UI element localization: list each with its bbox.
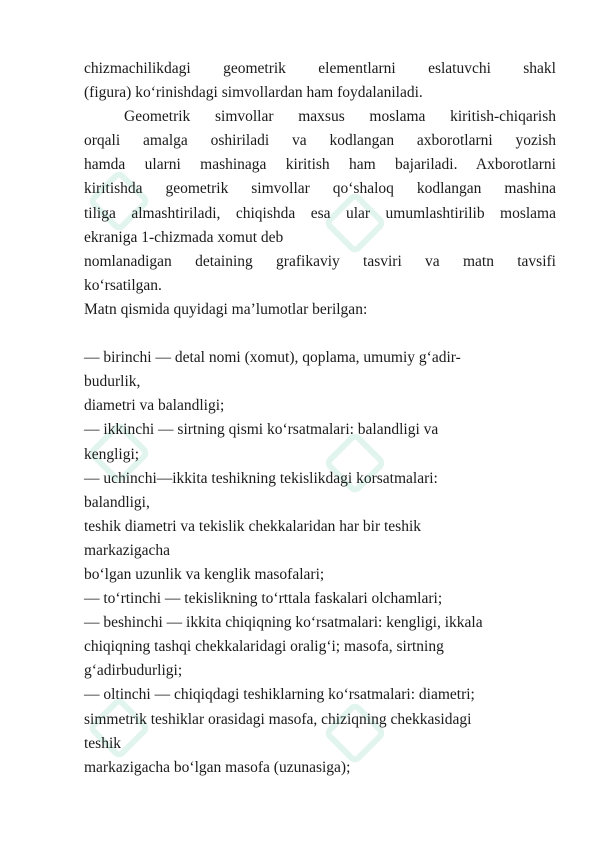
list-line: markazigacha bo‘lgan masofa (uzunasiga); [84,758,351,776]
list-line: budurlik, [84,373,141,391]
text-line: ko‘rsatilgan. [84,276,162,294]
list-line: — ikkinchi — sirtning qismi ko‘rsatmalari: balandligi va [84,421,439,439]
list-line: — beshinchi — ikkita chiqiqning ko‘rsatmalari: kengligi, ikkala [84,614,483,632]
list-line: kengligi; [84,445,140,463]
list-line: g‘adirbudurligi; [84,662,183,680]
text-line: nomlanadigan detaining grafikaviy tasviri va matn tavsifi [84,252,556,270]
text-line: tiliga almashtiriladi, chiqishda esa ular umumlashtirilib moslama [84,204,556,222]
list [84,346,556,780]
list-line: bo‘lgan uzunlik va kenglik masofalari; [84,565,325,583]
list-line: diametri va balandligi; [84,397,225,415]
list-line: — to‘rtinchi — tekislikning to‘rttala faskalari olchamlari; [84,590,443,608]
list-line: chiqiqning tashqi chekkalaridagi oralig‘i; masofa, sirtning [84,638,444,656]
list-line: markazigacha [84,541,171,559]
list-line: balandligi, [84,493,150,511]
text-line: chizmachilikdagi geometrik elementlarni eslatuvchi shakl [84,60,556,77]
blank-line [84,322,556,346]
list-line: — birinchi — detal nomi (xomut), qoplama, umumiy g‘adir- [84,349,461,367]
list-line: — oltinchi — chiqiqdagi teshiklarning ko‘rsatmalari: diametri; [84,686,475,704]
paragraph [84,57,556,105]
document-body [84,57,556,780]
text-line: (figura) ko‘rinishdagi simvollardan ham foydalaniladi. [84,84,423,102]
text-line: hamda ularni mashinaga kiritish ham bajariladi. Axborotlarni [84,156,556,174]
text-line: Geometrik simvollar maxsus moslama kiritish-chiqarish [124,108,556,126]
text-line: ekraniga 1-chizmada xomut deb [84,228,284,246]
list-line: simmetrik teshiklar orasidagi masofa, chiziqning chekkasidagi [84,710,472,728]
text-line: kiritishda geometrik simvollar qo‘shaloq kodlangan mashina [84,180,556,198]
list-line: teshik diametri va tekislik chekkalaridan har bir teshik [84,517,422,535]
intro-line: Matn qismida quyidagi ma’lumotlar berilgan: [84,300,368,318]
paragraph [84,105,556,298]
list-line: teshik [84,734,122,752]
text-line: orqali amalga oshiriladi va kodlangan axborotlarni yozish [84,132,556,150]
list-line: — uchinchi—ikkita teshikning tekislikdagi korsatmalari: [84,469,438,487]
